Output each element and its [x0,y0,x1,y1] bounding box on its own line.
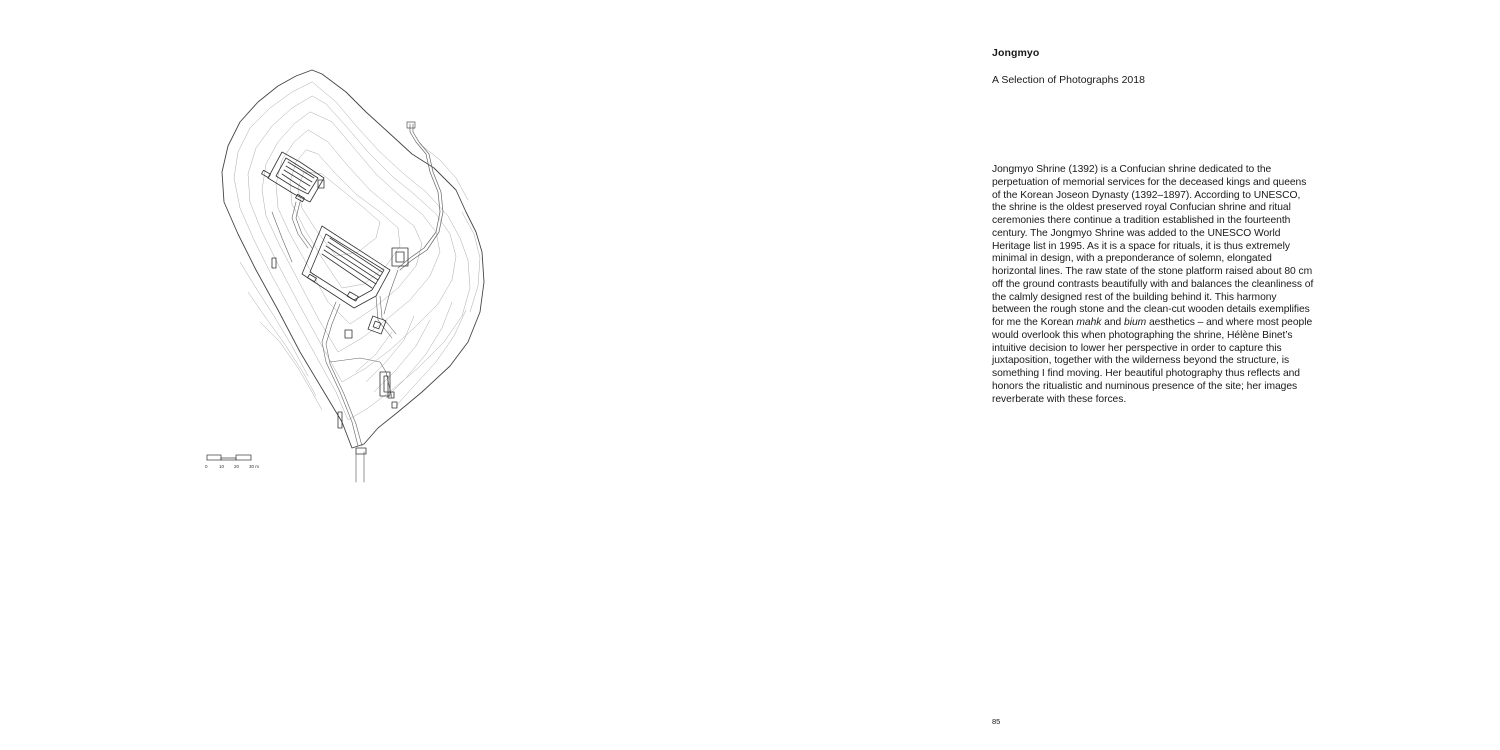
main-shrine [302,226,408,308]
scale-bar [207,455,251,460]
page-number: 85 [992,717,1001,726]
body-text-part2: aesthetics – and where most people would overlook this when photographing the shrine, Hélène Binet’s intuitive decision to lower her perspective in order to capture this juxtaposition, together with the wilderness beyond the structure, is something I find moving. Her beautiful photography thus reflects and honors the ritualistic and numinous presence of the site; her images reverberate with these forces. [992,317,1313,405]
scale-label-20: 20 [234,464,240,469]
right-page [750,0,1500,750]
upper-shrine [262,152,324,202]
scale-label-30m: 30 m [249,464,260,469]
term-bium: bium [1124,317,1147,328]
site-boundary [222,70,484,448]
term-mahk: mahk [1076,317,1102,328]
scale-label-0: 0 [205,464,208,469]
body-text-part1: Jongmyo Shrine (1392) is a Confucian shrine dedicated to the perpetuation of memorial services for the deceased kings and queens of the Korean Joseon Dynasty (1392–1897). According to UNESCO, the shrine is the oldest preserved royal Confucian shrine and ritual ceremonies there continue a tradition established in the fourteenth century. The Jongmyo Shrine was added to the UNESCO World Heritage list in 1995. As it is a space for rituals, it is thus extremely minimal in design, with a preponderance of solemn, elongated horizontal lines. The raw state of the stone platform raised about 80 cm off the ground contrasts beautifully with and balances the cleanliness of the calmly designed rest of the building behind it. This harmony between the rough stone and the clean-cut wooden details exemplifies for me the Korean [992,164,1314,328]
body-text-and: and [1101,317,1125,328]
scale-label-10: 10 [219,464,225,469]
body-paragraph [992,164,1314,406]
north-path [398,124,440,268]
section-subtitle: A Selection of Photographs 2018 [992,74,1145,86]
section-title: Jongmyo [992,47,1040,59]
contour-lines [234,82,480,420]
jongmyo-site-plan [200,62,500,487]
internal-paths [272,202,398,446]
